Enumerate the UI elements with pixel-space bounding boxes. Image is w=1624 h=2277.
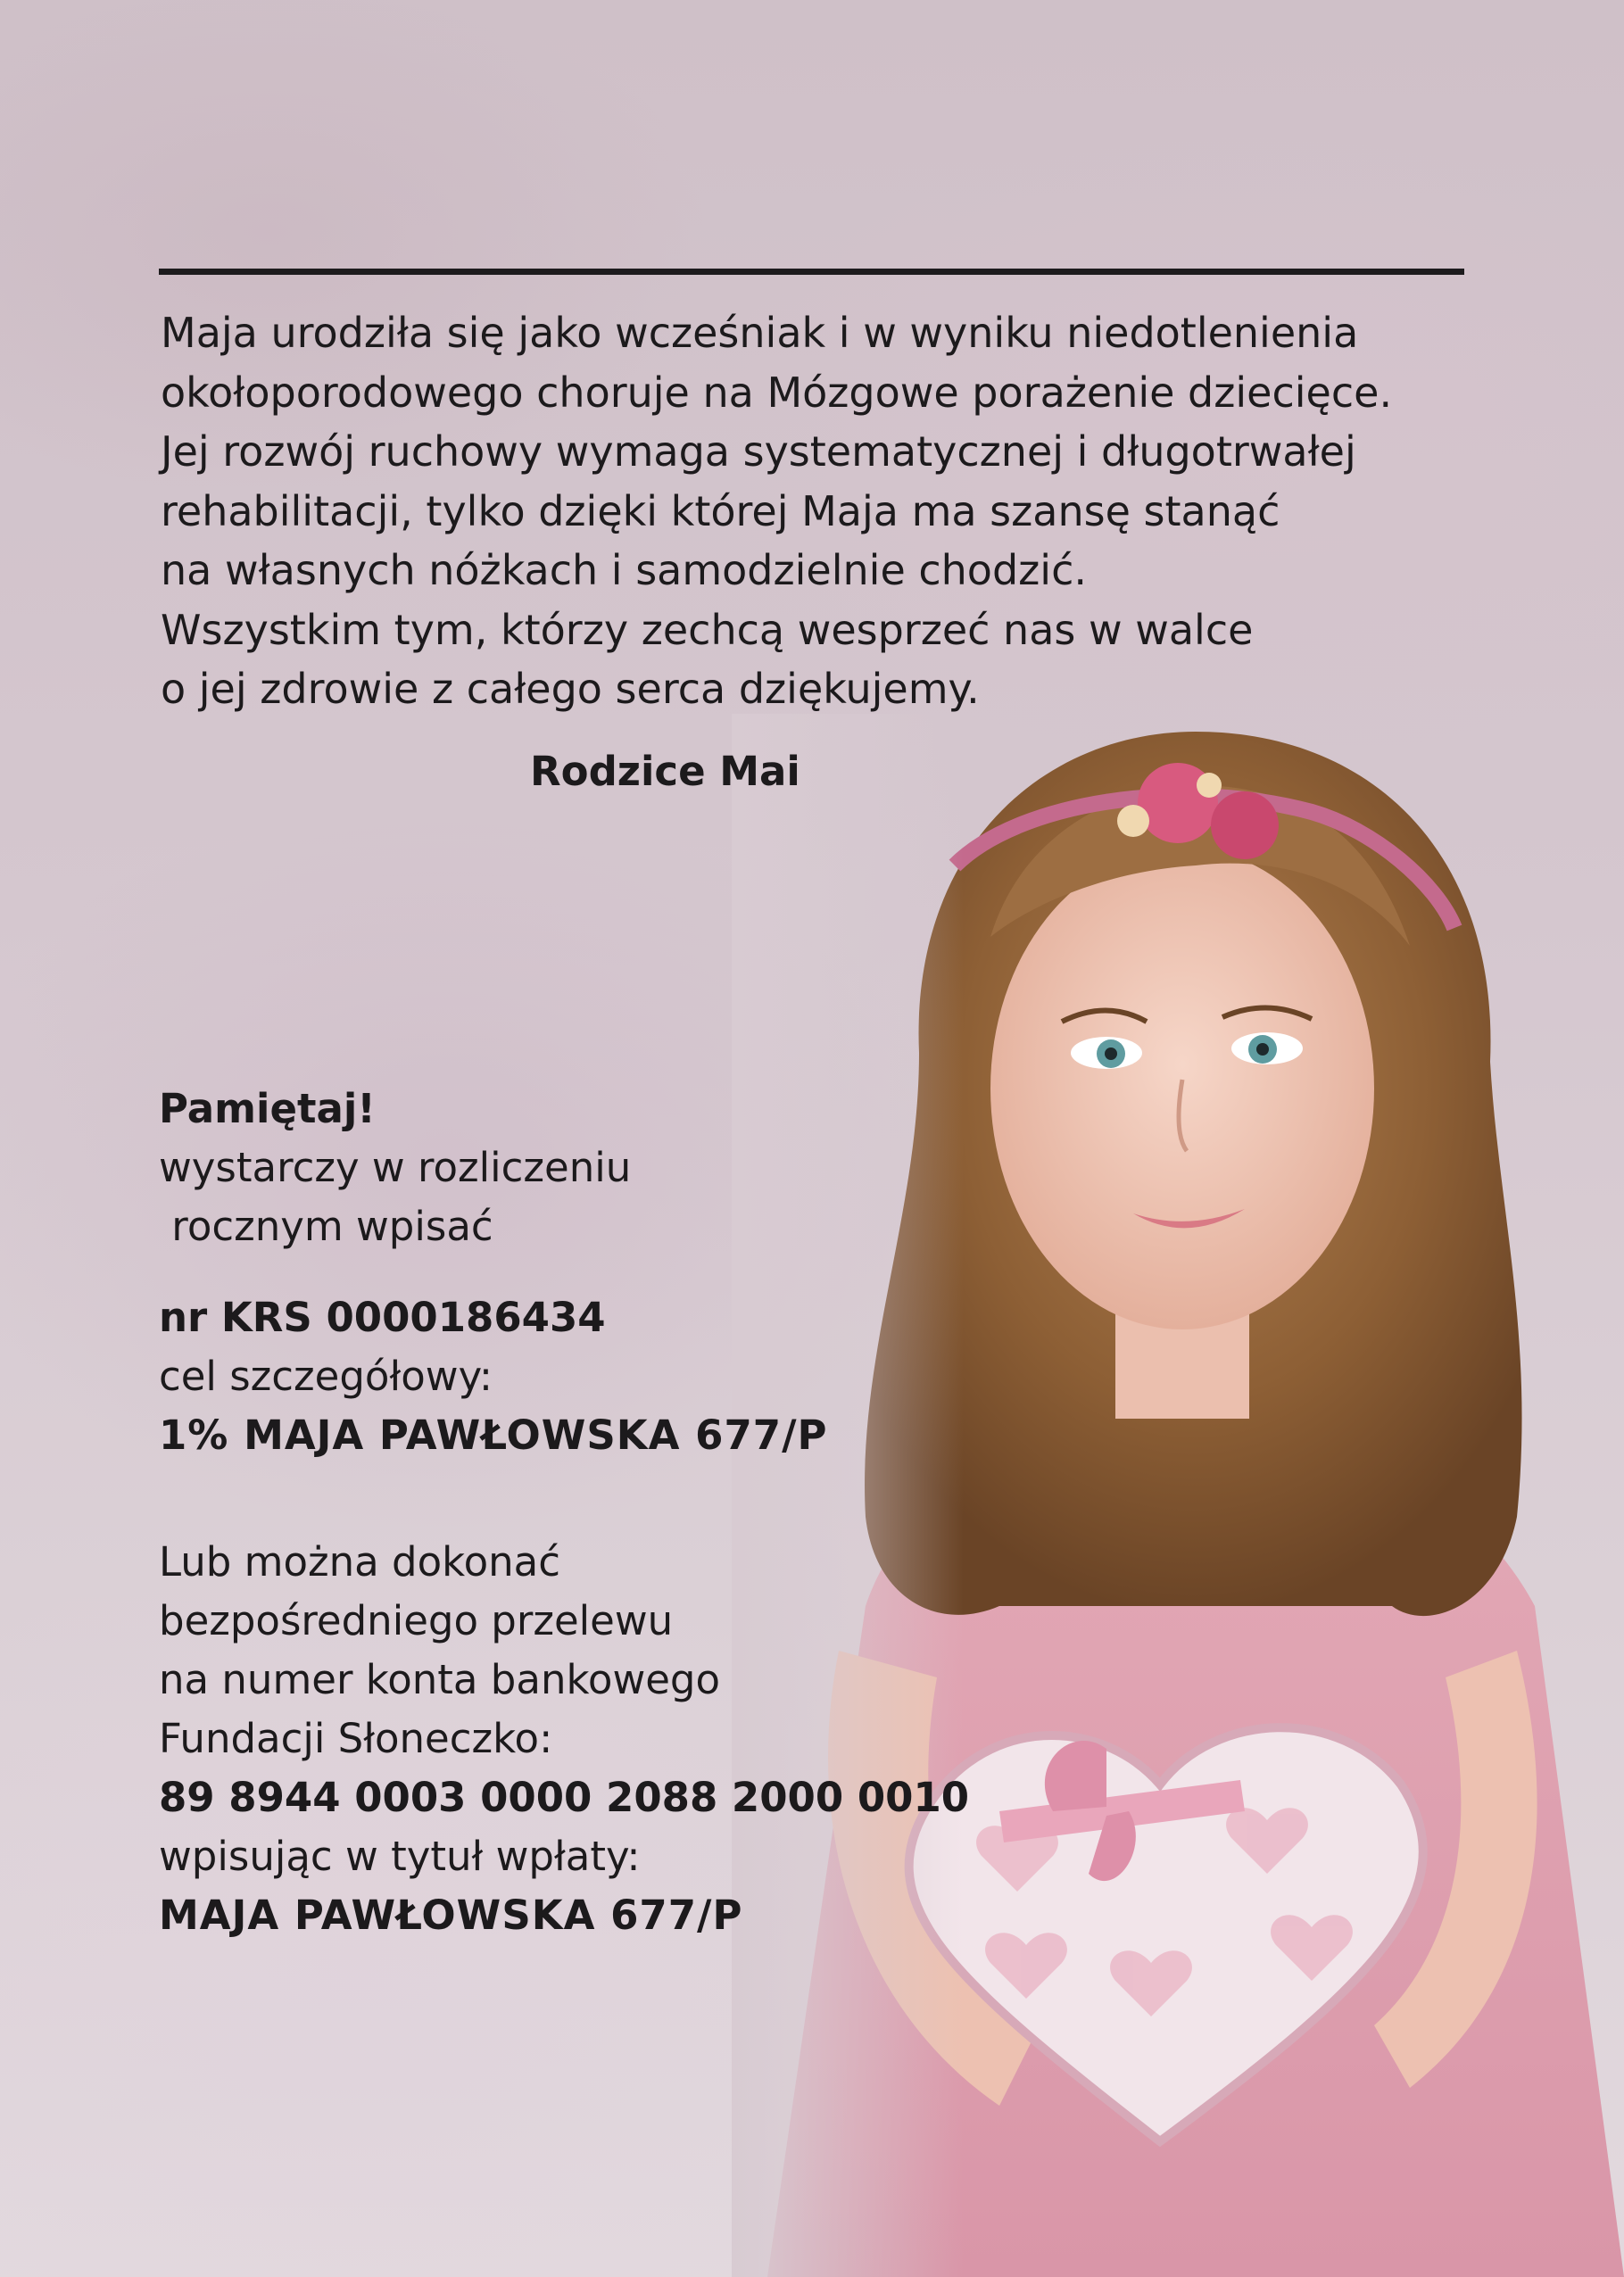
signature: Rodzice Mai — [530, 748, 800, 795]
account-number: 89 8944 0003 0000 2088 2000 0010 — [159, 1774, 970, 1821]
transfer-line: Lub można dokonać — [159, 1538, 560, 1586]
top-divider — [159, 269, 1464, 275]
krs-block — [159, 1288, 828, 1465]
transfer-line: na numer konta bankowego — [159, 1656, 721, 1703]
intro-line: Maja urodziła się jako wcześniak i w wyniku niedotlenienia — [161, 309, 1359, 357]
intro-line: Wszystkim tym, którzy zechcą wesprzeć nas w walce — [161, 605, 1254, 654]
intro-line: okołoporodowego choruje na Mózgowe porażenie dziecięce. — [161, 368, 1393, 417]
goal-label: cel szczegółowy: — [159, 1353, 493, 1400]
reminder-block — [159, 1080, 631, 1256]
title-label: wpisując w tytuł wpłaty: — [159, 1833, 641, 1880]
reminder-line: rocznym wpisać — [159, 1203, 493, 1250]
title-value: MAJA PAWŁOWSKA 677/P — [159, 1892, 743, 1939]
intro-paragraph — [161, 303, 1517, 719]
intro-line: o jej zdrowie z całego serca dziękujemy. — [161, 665, 980, 713]
transfer-line: Fundacji Słoneczko: — [159, 1715, 553, 1762]
goal-value: 1% MAJA PAWŁOWSKA 677/P — [159, 1412, 828, 1459]
reminder-line: wystarczy w rozliczeniu — [159, 1144, 632, 1191]
krs-number: nr KRS 0000186434 — [159, 1294, 606, 1341]
transfer-block — [159, 1533, 969, 1945]
reminder-heading: Pamiętaj! — [159, 1085, 376, 1132]
intro-line: Jej rozwój ruchowy wymaga systematycznej i długotrwałej — [161, 427, 1356, 476]
intro-line: na własnych nóżkach i samodzielnie chodzić. — [161, 546, 1087, 594]
intro-line: rehabilitacji, tylko dzięki której Maja ma szansę stanąć — [161, 486, 1280, 535]
girl-photo — [732, 714, 1624, 2277]
transfer-line: bezpośredniego przelewu — [159, 1597, 674, 1644]
